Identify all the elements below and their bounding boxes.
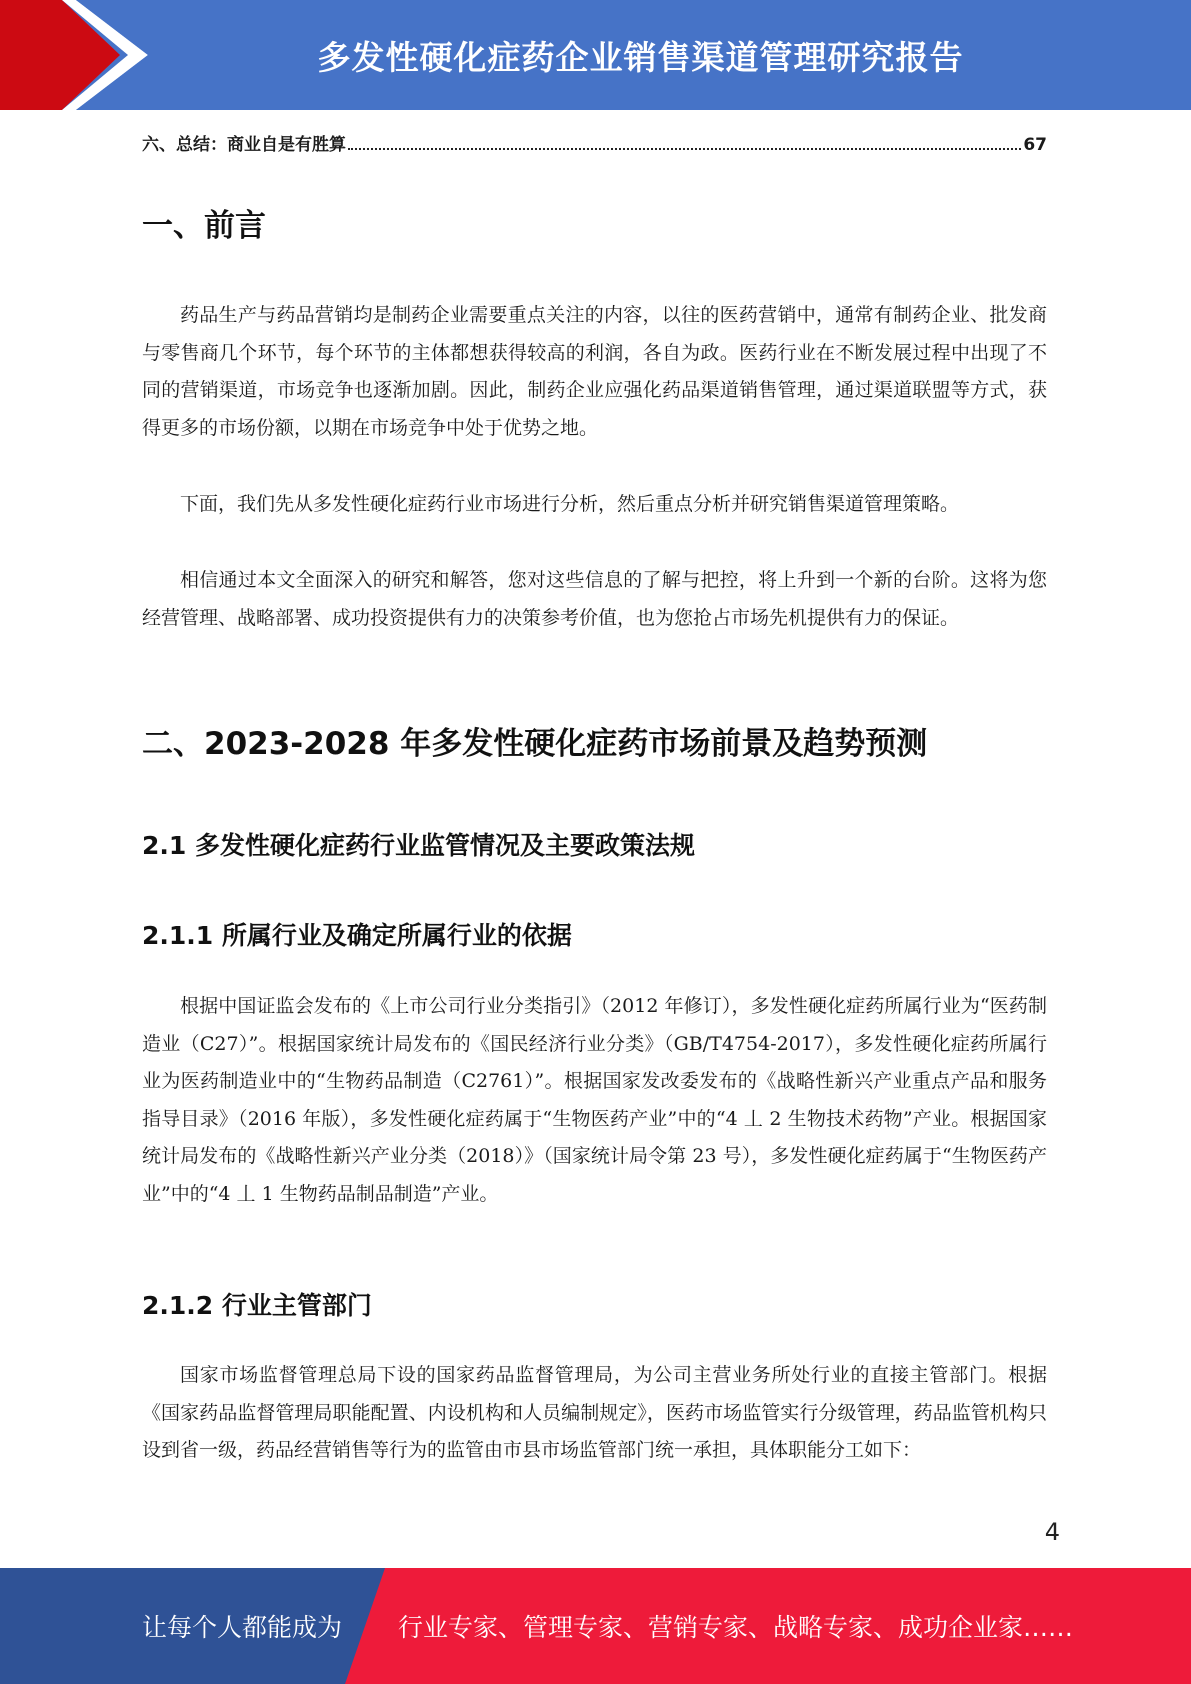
subsection-heading-2-1: 2.1 多发性硬化症药行业监管情况及主要政策法规 — [142, 831, 695, 860]
toc-entry-page: 67 — [1023, 135, 1047, 155]
toc-dot-leader — [348, 148, 1021, 150]
page-number: 4 — [1044, 1518, 1060, 1546]
footer-slogan-left: 让每个人都能成为 — [142, 1613, 343, 1642]
header-banner — [0, 0, 1191, 110]
toc-entry[interactable] — [142, 130, 1047, 155]
preface-paragraph-3: 相信通过本文全面深入的研究和解答，您对这些信息的了解与把控，将上升到一个新的台阶。这将为您经营管理、战略部署、成功投资提供有力的决策参考价值，也为您抢占市场先机提供有力的保证。 — [142, 569, 1047, 629]
preface-paragraph-2: 下面，我们先从多发性硬化症药行业市场进行分析，然后重点分析并研究销售渠道管理策略。 — [180, 493, 960, 515]
industry-classification-paragraph: 根据中国证监会发布的《上市公司行业分类指引》（2012 年修订），多发性硬化症药所属行业为“医药制造业（C27）”。根据国家统计局发布的《国民经济行业分类》（GB/T4754-2017），多发性硬化症药所属行业为医药制造业中的“生物药品制造（C2761）”。根据国家发改委发布的《战略性新兴产业重点产品和服务指导目录》（2016 年版），多发性硬化症药属于“生物医药产业”中的“4 丄 2 生物技术药物”产业。根据国家统计局发布的《战略性新兴产业分类（2018）》（国家统计局令第 23 号），多发性硬化症药属于“生物医药产业”中的“4 丄 1 生物药品制品制造”产业。 — [142, 995, 1047, 1205]
footer-banner — [0, 1568, 1191, 1684]
section-heading-preface: 一、前言 — [142, 208, 266, 244]
header-arrow-graphic — [0, 0, 150, 110]
footer-slogan-right: 行业专家、管理专家、营销专家、战略专家、成功企业家…… — [398, 1613, 1074, 1642]
section-heading-forecast: 二、2023-2028 年多发性硬化症药市场前景及趋势预测 — [142, 726, 928, 762]
regulator-paragraph: 国家市场监督管理总局下设的国家药品监督管理局，为公司主营业务所处行业的直接主管部门。根据《国家药品监督管理局职能配置、内设机构和人员编制规定》，医药市场监管实行分级管理，药品监管机构只设到省一级，药品经营销售等行为的监管由市县市场监管部门统一承担，具体职能分工如下： — [142, 1364, 1047, 1461]
preface-paragraph-1: 药品生产与药品营销均是制药企业需要重点关注的内容，以往的医药营销中，通常有制药企业、批发商与零售商几个环节，每个环节的主体都想获得较高的利润，各自为政。医药行业在不断发展过程中出现了不同的营销渠道，市场竞争也逐渐加剧。因此，制药企业应强化药品渠道销售管理，通过渠道联盟等方式，获得更多的市场份额，以期在市场竞争中处于优势之地。 — [142, 304, 1047, 439]
subsection-heading-2-1-2: 2.1.2 行业主管部门 — [142, 1291, 372, 1320]
subsection-heading-2-1-1: 2.1.1 所属行业及确定所属行业的依据 — [142, 921, 572, 950]
toc-entry-label: 六、总结：商业自是有胜算 — [142, 135, 346, 155]
document-title: 多发性硬化症药企业销售渠道管理研究报告 — [317, 37, 964, 77]
